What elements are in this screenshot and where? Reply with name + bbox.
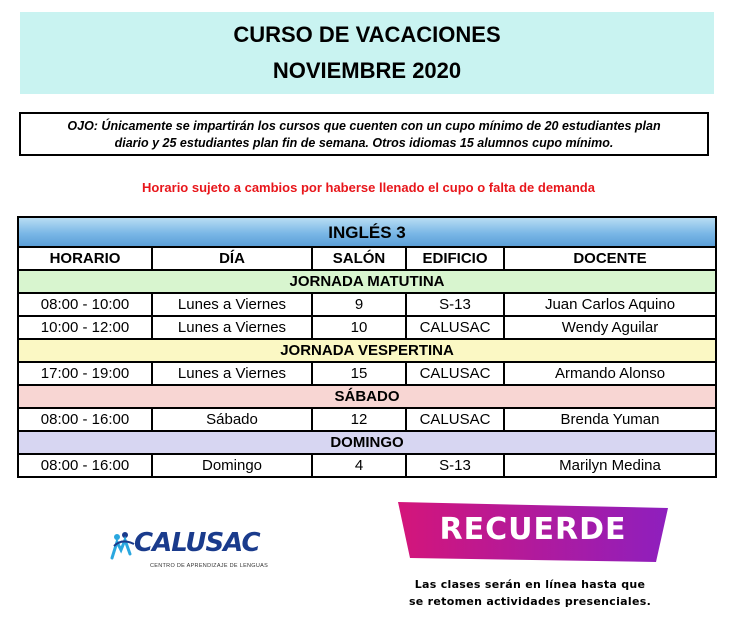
cell-docente: Wendy Aguilar bbox=[504, 316, 716, 339]
recuerde-badge bbox=[398, 500, 668, 564]
section-name: JORNADA VESPERTINA bbox=[18, 339, 716, 362]
people-icon bbox=[110, 532, 136, 560]
notice-line-1: OJO: Únicamente se impartirán los cursos que cuenten con un cupo mínimo de 20 estudiantes plan bbox=[67, 119, 661, 133]
table-row bbox=[18, 362, 716, 385]
header-row bbox=[18, 247, 716, 270]
cell-docente: Brenda Yuman bbox=[504, 408, 716, 431]
col-header-dia: DÍA bbox=[152, 247, 312, 270]
cell-salon: 9 bbox=[312, 293, 406, 316]
col-header-horario: HORARIO bbox=[18, 247, 152, 270]
col-header-docente: DOCENTE bbox=[504, 247, 716, 270]
schedule-table bbox=[17, 216, 717, 478]
cell-dia: Lunes a Viernes bbox=[152, 293, 312, 316]
cell-docente: Marilyn Medina bbox=[504, 454, 716, 477]
logo-wordmark: CALUSAC bbox=[134, 528, 260, 558]
cell-dia: Domingo bbox=[152, 454, 312, 477]
course-row bbox=[18, 217, 716, 247]
cell-edificio: CALUSAC bbox=[406, 362, 504, 385]
cell-dia: Lunes a Viernes bbox=[152, 362, 312, 385]
course-period: NOVIEMBRE 2020 bbox=[272, 58, 462, 83]
cell-salon: 10 bbox=[312, 316, 406, 339]
schedule-change-warning: Horario sujeto a cambios por haberse llenado el cupo o falta de demanda bbox=[142, 180, 595, 195]
cell-salon: 12 bbox=[312, 408, 406, 431]
notice-line-2: diario y 25 estudiantes plan fin de semana. Otros idiomas 15 alumnos cupo mínimo. bbox=[114, 136, 614, 150]
table-row bbox=[18, 293, 716, 316]
title-banner bbox=[20, 12, 714, 94]
section-name: SÁBADO bbox=[18, 385, 716, 408]
cell-dia: Lunes a Viernes bbox=[152, 316, 312, 339]
reminder-line-2: se retomen actividades presenciales. bbox=[408, 595, 652, 608]
cell-horario: 10:00 - 12:00 bbox=[18, 316, 152, 339]
logo-tagline: CENTRO DE APRENDIZAJE DE LENGUAS bbox=[150, 563, 269, 569]
table-row bbox=[18, 408, 716, 431]
cell-horario: 08:00 - 16:00 bbox=[18, 454, 152, 477]
recuerde-label: RECUERDE bbox=[439, 512, 627, 547]
reminder-line-1: Las clases serán en línea hasta que bbox=[414, 578, 646, 591]
table-row bbox=[18, 316, 716, 339]
col-header-salon: SALÓN bbox=[312, 247, 406, 270]
cell-edificio: CALUSAC bbox=[406, 316, 504, 339]
cell-horario: 08:00 - 16:00 bbox=[18, 408, 152, 431]
section-row-vespertina bbox=[18, 339, 716, 362]
schedule-body bbox=[18, 217, 716, 477]
cell-horario: 17:00 - 19:00 bbox=[18, 362, 152, 385]
section-row-domingo bbox=[18, 431, 716, 454]
course-name: INGLÉS 3 bbox=[18, 217, 716, 247]
course-title: CURSO DE VACACIONES bbox=[233, 22, 501, 47]
cell-edificio: CALUSAC bbox=[406, 408, 504, 431]
cell-salon: 4 bbox=[312, 454, 406, 477]
minimum-enrollment-notice bbox=[19, 112, 709, 156]
cell-horario: 08:00 - 10:00 bbox=[18, 293, 152, 316]
cell-docente: Juan Carlos Aquino bbox=[504, 293, 716, 316]
cell-edificio: S-13 bbox=[406, 293, 504, 316]
section-name: JORNADA MATUTINA bbox=[18, 270, 716, 293]
section-row-sabado bbox=[18, 385, 716, 408]
online-classes-reminder bbox=[380, 576, 680, 610]
cell-docente: Armando Alonso bbox=[504, 362, 716, 385]
section-row-matutina bbox=[18, 270, 716, 293]
table-row bbox=[18, 454, 716, 477]
cell-dia: Sábado bbox=[152, 408, 312, 431]
cell-salon: 15 bbox=[312, 362, 406, 385]
col-header-edificio: EDIFICIO bbox=[406, 247, 504, 270]
calusac-logo bbox=[110, 528, 270, 578]
cell-edificio: S-13 bbox=[406, 454, 504, 477]
section-name: DOMINGO bbox=[18, 431, 716, 454]
